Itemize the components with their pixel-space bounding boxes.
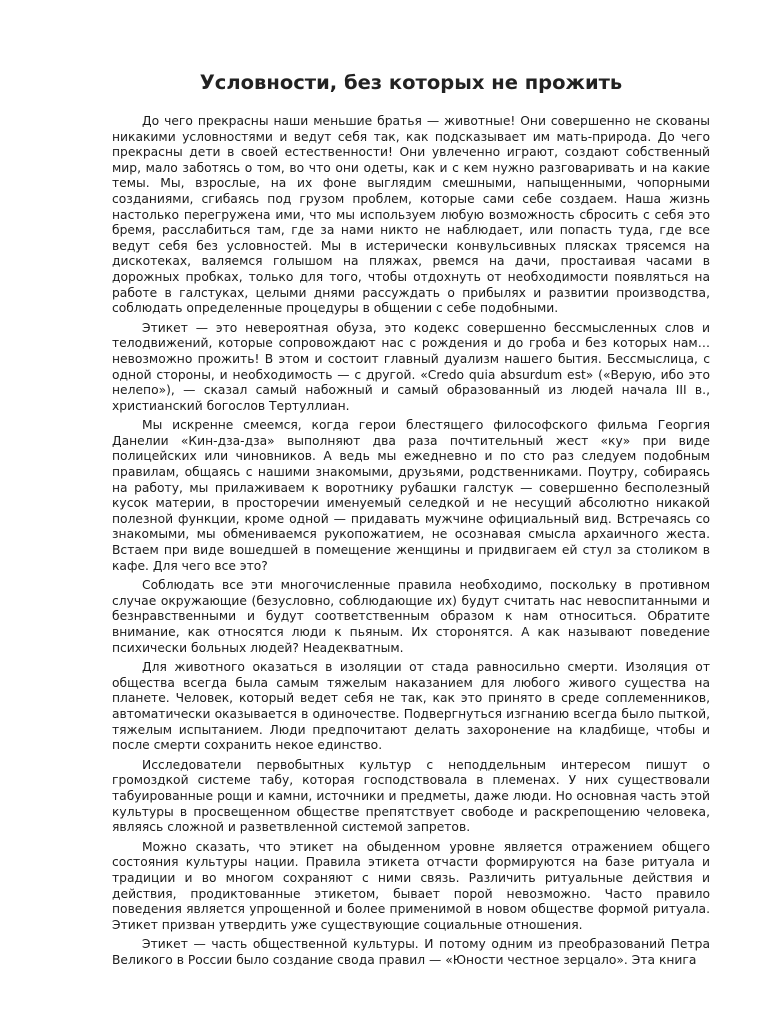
paragraph: Соблюдать все эти многочисленные правила необходимо, поскольку в противном случае окружающие (безусловно, соблюдающие их) будут считать нас невоспитанными и безнравственными и будут соответственным образом к нам относиться. Обратите внимание, как относятся люди к пьяным. Их сторонятся. А как называют поведение психически больных людей? Неадекватным. [112, 578, 710, 655]
document-title: Условности, без которых не прожить [199, 71, 623, 94]
paragraph: Мы искренне смеемся, когда герои блестящего философского фильма Георгия Данелии «Кин-дза-дза» выполняют два раза почтительный жест «ку» при виде полицейских или чиновников. А ведь мы ежедневно и по сто раз следуем подобным правилам, общаясь с нашими знакомыми, друзьями, родственниками. Поутру, собираясь на работу, мы прилаживаем к воротнику рубашки галстук — совершенно бесполезный кусок материи, в просторечии именуемый селедкой и не несущий абсолютно никакой полезной функции, кроме одной — придавать мужчине официальный вид. Встречаясь со знакомыми, мы обмениваемся рукопожатием, не осознавая смысла архаичного жеста. Встаем при виде вошедшей в помещение женщины и придвигаем ей стул за столиком в кафе. Для чего все это? [112, 418, 710, 573]
paragraph: До чего прекрасны наши меньшие братья — животные! Они совершенно не скованы никакими условностями и ведут себя так, как подсказывает им мать-природа. До чего прекрасны дети в своей естественности! Они увлеченно играют, создают собственный мир, мало заботясь о том, во что они одеты, как и с кем нужно разговаривать и на какие темы. Мы, взрослые, на их фоне выглядим смешными, напыщенными, чопорными созданиями, сгибаясь под грузом проблем, которые сами себе создаем. Наша жизнь настолько перегружена ими, что мы используем любую возможность сбросить с себя это бремя, расслабиться там, где за нами никто не наблюдает, или попасть туда, где все ведут себя без условностей. Мы в истерически конвульсивных плясках трясемся на дискотеках, валяемся голышом на пляжах, рвемся на дачи, простаивая часами в дорожных пробках, только для того, чтобы отдохнуть от необходимости появляться на работе в галстуках, целыми днями рассуждать о прибылях и развитии производства, соблюдать определенные процедуры в общении с себе подобными. [112, 114, 710, 316]
paragraph: Этикет — это невероятная обуза, это кодекс совершенно бессмысленных слов и телодвижений, которые сопровождают нас с рождения и до гроба и без которых нам… невозможно прожить! В этом и состоит главный дуализм нашего бытия. Бессмыслица, с одной стороны, и необходимость — с другой. «Credo quia absurdum est» («Верую, ибо это нелепо»), — сказал самый набожный и самый образованный из людей начала III в., христианский богослов Тертуллиан. [112, 320, 710, 413]
paragraph: Этикет — часть общественной культуры. И потому одним из преобразований Петра Великого в России было создание свода правил — «Юности честное зерцало». Эта книга [112, 937, 710, 967]
paragraph: Можно сказать, что этикет на обыденном уровне является отражением общего состояния культуры нации. Правила этикета отчасти формируются на базе ритуала и традиции и во многом сохраняют с ними связь. Различить ритуальные действия и действия, продиктованные этикетом, бывает порой невозможно. Часто правило поведения является упрощенной и более применимой в новом обществе формой ритуала. Этикет призван утвердить уже существующие социальные отношения. [112, 839, 710, 932]
paragraph: Для животного оказаться в изоляции от стада равносильно смерти. Изоляция от общества всегда была самым тяжелым наказанием для любого живого существа на планете. Человек, который ведет себя не так, как это принято в среде соплеменников, автоматически оказывается в одиночестве. Подвергнуться изгнанию всегда было пыткой, тяжелым испытанием. Люди предпочитают делать захоронение на кладбище, чтобы и после смерти сохранить некое единство. [112, 660, 710, 753]
paragraph: Исследователи первобытных культур с неподдельным интересом пишут о громоздкой системе табу, которая господствовала в племенах. У них существовали табуированные рощи и камни, источники и предметы, даже люди. Но основная часть этой культуры в просвещенном обществе препятствует свободе и раскрепощению человека, являясь сложной и разветвленной системой запретов. [112, 757, 710, 835]
document-body [112, 114, 710, 968]
document-page [112, 60, 710, 972]
